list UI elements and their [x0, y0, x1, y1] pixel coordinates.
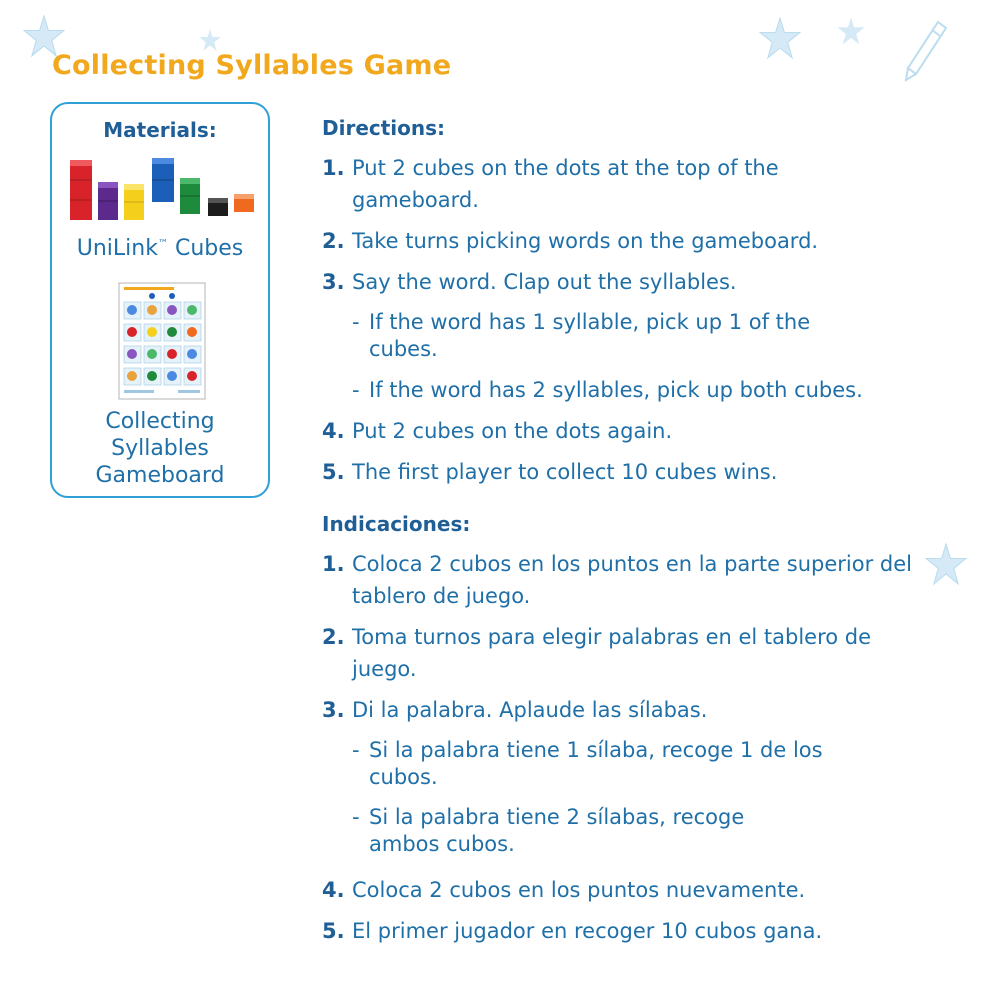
step-number: 3. [322, 698, 345, 722]
direction-step [322, 152, 792, 216]
indicaciones-heading: Indicaciones: [322, 512, 471, 536]
indicacion-substep: - Si la palabra tiene 1 sílaba, recoge 1 de los cubos. [352, 737, 852, 791]
step-text: El primer jugador en recoger 10 cubos gana. [352, 919, 823, 943]
step-number: 5. [322, 460, 345, 484]
step-text: Put 2 cubes on the dots again. [352, 419, 673, 443]
step-number: 2. [322, 229, 345, 253]
direction-step [322, 415, 942, 447]
indicacion-step [322, 874, 942, 906]
step-number: 2. [322, 625, 345, 649]
indicacion-step [322, 548, 942, 612]
step-number: 1. [322, 156, 345, 180]
star-icon [836, 16, 866, 46]
pencil-icon [902, 18, 948, 82]
direction-substep: - If the word has 2 syllables, pick up both cubes. [352, 377, 942, 404]
step-text: Toma turnos para elegir palabras en el tablero de juego. [352, 625, 872, 681]
gameboard-label: Collecting Syllables Gameboard [95, 409, 225, 488]
indicacion-step [322, 915, 942, 947]
step-text: Coloca 2 cubos en los puntos en la parte superior del tablero de juego. [352, 552, 912, 608]
substep-text: Si la palabra tiene 2 sílabas, recoge ambos cubos. [369, 805, 745, 856]
indicacion-step [322, 621, 922, 685]
step-number: 1. [322, 552, 345, 576]
substep-text: Si la palabra tiene 1 sílaba, recoge 1 de los cubos. [369, 738, 823, 789]
step-text: Take turns picking words on the gameboard. [352, 229, 819, 253]
direction-step [322, 225, 942, 257]
indicacion-substep: - Si la palabra tiene 2 sílabas, recoge ambos cubos. [352, 804, 812, 858]
substep-text: If the word has 1 syllable, pick up 1 of the cubes. [369, 310, 811, 361]
step-text: Say the word. Clap out the syllables. [352, 270, 737, 294]
step-text: Di la palabra. Aplaude las sílabas. [352, 698, 708, 722]
step-number: 4. [322, 419, 345, 443]
page-title: Collecting Syllables Game [52, 50, 452, 81]
step-number: 5. [322, 919, 345, 943]
indicacion-step [322, 694, 942, 726]
star-icon [758, 16, 802, 60]
star-icon [198, 28, 222, 52]
step-number: 3. [322, 270, 345, 294]
step-text: Coloca 2 cubos en los puntos nuevamente. [352, 878, 806, 902]
direction-substep: - If the word has 1 syllable, pick up 1 of the cubes. [352, 309, 822, 363]
materials-heading: Materials: [103, 118, 217, 142]
substep-text: If the word has 2 syllables, pick up both cubes. [369, 378, 863, 402]
directions-heading: Directions: [322, 116, 446, 140]
step-text: Put 2 cubes on the dots at the top of the gameboard. [352, 156, 779, 212]
step-number: 4. [322, 878, 345, 902]
step-text: The first player to collect 10 cubes wins. [352, 460, 778, 484]
materials-box [50, 102, 270, 498]
cubes-label: UniLink™ Cubes [76, 236, 244, 261]
direction-step [322, 266, 942, 298]
direction-step [322, 456, 942, 488]
gameboard-illustration [118, 282, 206, 400]
unilink-cubes-illustration [66, 154, 258, 226]
